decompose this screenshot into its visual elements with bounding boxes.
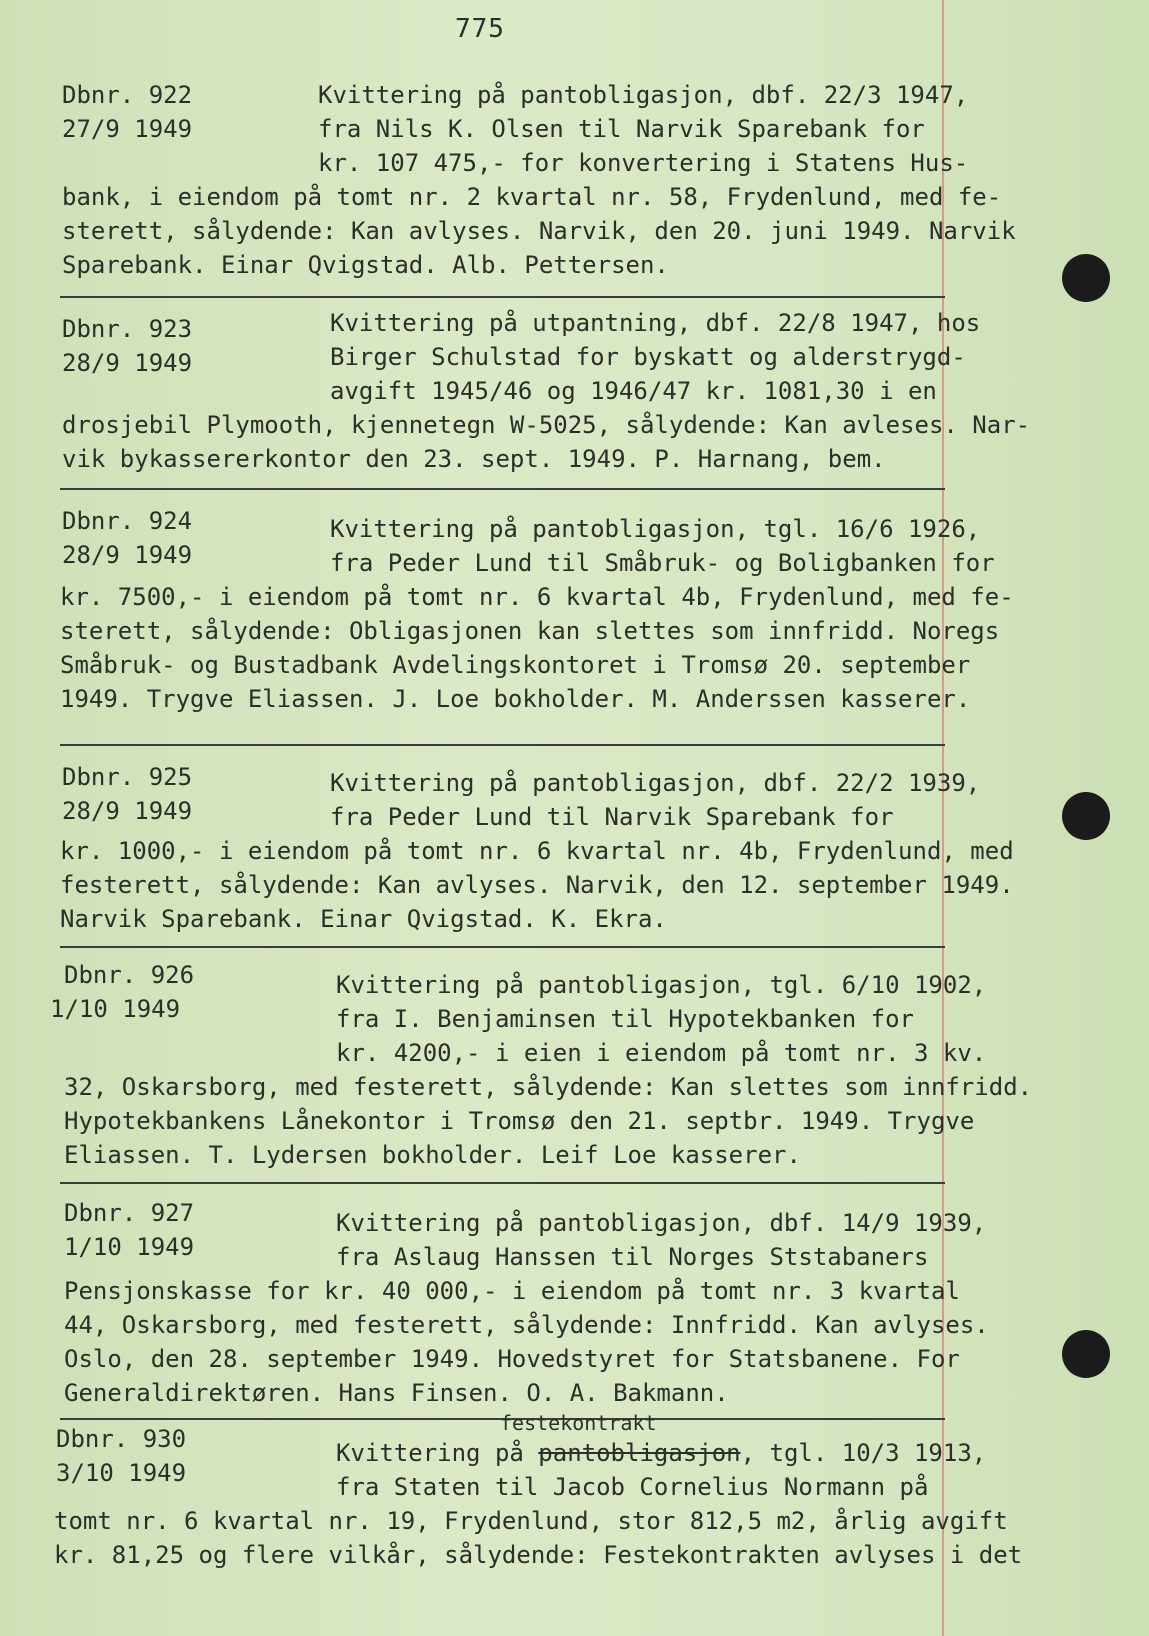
entry-926-line: Kvittering på pantobligasjon, tgl. 6/10 1902, xyxy=(336,971,987,999)
entry-925-dbnr: Dbnr. 925 xyxy=(62,763,193,791)
entry-927-dbnr: Dbnr. 927 xyxy=(64,1199,195,1227)
entry-923-line: Birger Schulstad for byskatt og alderstrygd- xyxy=(330,343,966,371)
entry-930-struck-word: pantobligasjon xyxy=(538,1439,741,1467)
entry-930-first-line xyxy=(336,1436,986,1470)
entry-926-line: kr. 4200,- i eien i eiendom på tomt nr. 3 kv. xyxy=(336,1039,987,1067)
entry-930-dbnr: Dbnr. 930 xyxy=(56,1425,187,1453)
entry-926-line: Hypotekbankens Lånekontor i Tromsø den 21. septbr. 1949. Trygve xyxy=(64,1107,975,1135)
entry-924-dbnr: Dbnr. 924 xyxy=(62,507,193,535)
entry-930-insert: festekontrakt xyxy=(500,1411,657,1435)
entry-divider xyxy=(60,744,945,746)
entry-930-line: tomt nr. 6 kvartal nr. 19, Frydenlund, stor 812,5 m2, årlig avgift xyxy=(54,1507,1008,1535)
entry-divider xyxy=(60,488,945,490)
entry-927-line: Generaldirektøren. Hans Finsen. O. A. Bakmann. xyxy=(64,1379,729,1407)
entry-922-line: fra Nils K. Olsen til Narvik Sparebank for xyxy=(318,115,925,143)
entry-923-line: avgift 1945/46 og 1946/47 kr. 1081,30 i en xyxy=(330,377,937,405)
page-number: 775 xyxy=(455,14,505,44)
entry-divider xyxy=(60,946,945,948)
entry-922-line: Sparebank. Einar Qvigstad. Alb. Pettersen. xyxy=(62,251,669,279)
entry-926-date: 1/10 1949 xyxy=(50,995,181,1023)
entry-923-line: Kvittering på utpantning, dbf. 22/8 1947, hos xyxy=(330,309,981,337)
entry-925-line: festerett, sålydende: Kan avlyses. Narvik, den 12. september 1949. xyxy=(60,871,1014,899)
entry-924-line: sterett, sålydende: Obligasjonen kan slettes som innfridd. Noregs xyxy=(60,617,1000,645)
entry-925-line: fra Peder Lund til Narvik Sparebank for xyxy=(330,803,894,831)
entry-927-line: Kvittering på pantobligasjon, dbf. 14/9 1939, xyxy=(336,1209,987,1237)
entry-924-line: fra Peder Lund til Småbruk- og Boligbanken for xyxy=(330,549,995,577)
entry-927-line: fra Aslaug Hanssen til Norges Ststabaners xyxy=(336,1243,929,1271)
entry-924-line: Kvittering på pantobligasjon, tgl. 16/6 1926, xyxy=(330,515,981,543)
entry-924-date: 28/9 1949 xyxy=(62,541,193,569)
entry-923-line: vik bykassererkontor den 23. sept. 1949. P. Harnang, bem. xyxy=(62,445,886,473)
entry-925-line: Kvittering på pantobligasjon, dbf. 22/2 1939, xyxy=(330,769,981,797)
entry-922-line: bank, i eiendom på tomt nr. 2 kvartal nr. 58, Frydenlund, med fe- xyxy=(62,183,1002,211)
entry-923-date: 28/9 1949 xyxy=(62,349,193,377)
entry-924-line: Småbruk- og Bustadbank Avdelingskontoret i Tromsø 20. september xyxy=(60,651,971,679)
entry-922-date: 27/9 1949 xyxy=(62,115,193,143)
entry-926-line: Eliassen. T. Lydersen bokholder. Leif Loe kasserer. xyxy=(64,1141,801,1169)
entry-930-line: kr. 81,25 og flere vilkår, sålydende: Festekontrakten avlyses i det xyxy=(54,1541,1023,1569)
entry-924-line: 1949. Trygve Eliassen. J. Loe bokholder. M. Anderssen kasserer. xyxy=(60,685,971,713)
entry-924-line: kr. 7500,- i eiendom på tomt nr. 6 kvartal 4b, Frydenlund, med fe- xyxy=(60,583,1014,611)
entry-922-dbnr: Dbnr. 922 xyxy=(62,81,193,109)
entry-925-line: Narvik Sparebank. Einar Qvigstad. K. Ekra. xyxy=(60,905,667,933)
entry-926-dbnr: Dbnr. 926 xyxy=(64,961,195,989)
entry-930-line: fra Staten til Jacob Cornelius Normann på xyxy=(336,1473,929,1501)
entry-926-line: 32, Oskarsborg, med festerett, sålydende: Kan slettes som innfridd. xyxy=(64,1073,1033,1101)
entry-922-line: Kvittering på pantobligasjon, dbf. 22/3 1947, xyxy=(318,81,969,109)
punch-hole-middle xyxy=(1062,792,1110,840)
punch-hole-bottom xyxy=(1062,1330,1110,1378)
entry-927-date: 1/10 1949 xyxy=(64,1233,195,1261)
entry-923-dbnr: Dbnr. 923 xyxy=(62,315,193,343)
entry-922-line: kr. 107 475,- for konvertering i Statens Hus- xyxy=(318,149,969,177)
entry-930-line-suffix: , tgl. 10/3 1913, xyxy=(740,1439,987,1467)
entry-927-line: 44, Oskarsborg, med festerett, sålydende: Innfridd. Kan avlyses. xyxy=(64,1311,989,1339)
entry-divider xyxy=(60,296,945,298)
entry-927-line: Oslo, den 28. september 1949. Hovedstyret for Statsbanene. For xyxy=(64,1345,960,1373)
entry-925-date: 28/9 1949 xyxy=(62,797,193,825)
entry-divider xyxy=(60,1182,945,1184)
entry-930-date: 3/10 1949 xyxy=(56,1459,187,1487)
entry-925-line: kr. 1000,- i eiendom på tomt nr. 6 kvartal nr. 4b, Frydenlund, med xyxy=(60,837,1014,865)
entry-922-line: sterett, sålydende: Kan avlyses. Narvik, den 20. juni 1949. Narvik xyxy=(62,217,1016,245)
punch-hole-top xyxy=(1062,254,1110,302)
entry-930-line-prefix: Kvittering på xyxy=(336,1439,524,1467)
entry-926-line: fra I. Benjaminsen til Hypotekbanken for xyxy=(336,1005,914,1033)
entry-923-line: drosjebil Plymooth, kjennetegn W-5025, sålydende: Kan avleses. Nar- xyxy=(62,411,1031,439)
entry-927-line: Pensjonskasse for kr. 40 000,- i eiendom på tomt nr. 3 kvartal xyxy=(64,1277,960,1305)
